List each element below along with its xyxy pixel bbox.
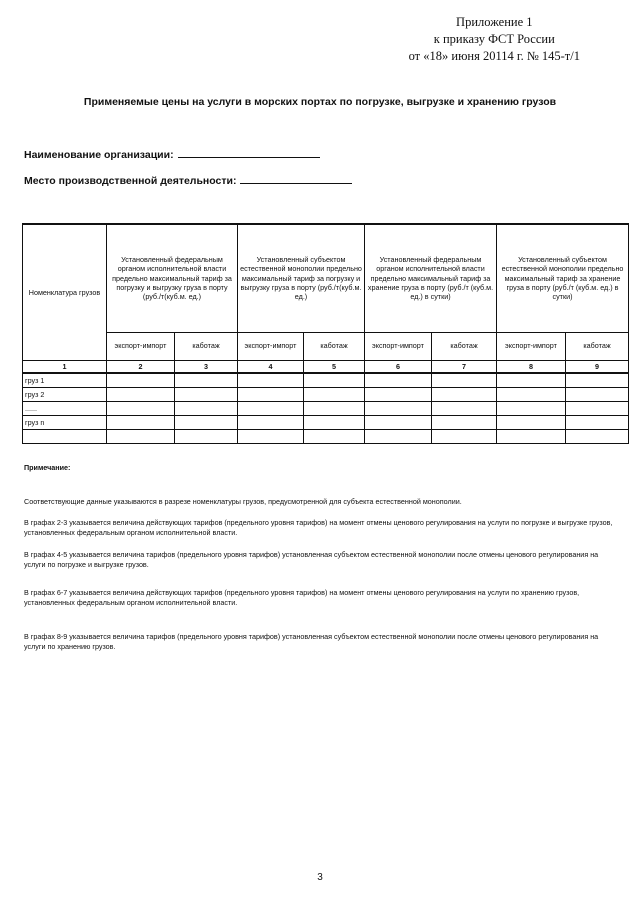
- table-cell: [175, 387, 238, 401]
- group-header-1: Установленный федеральным органом исполнительной власти предельно максимальный тариф за погрузку и выгрузку груза в порту (руб./т(куб.м. ед.): [107, 224, 238, 332]
- column-number: 1: [23, 360, 107, 373]
- note-paragraph-5: В графах 8-9 указывается величина тарифов (предельного уровня тарифов) установленная субъектом естественной монополии после отмены ценового регулирования на услуги по хранению грузов.: [24, 632, 599, 651]
- organization-label: Наименование организации:: [24, 149, 174, 161]
- place-blank-line: [240, 172, 352, 184]
- table-subheader-row: [23, 332, 629, 360]
- note-paragraph-3: В графах 4-5 указывается величина тарифов (предельного уровня тарифов) установленная субъектом естественной монополии после отмены ценового регулирования на услуги по погрузке и выгрузке грузов.: [24, 550, 599, 569]
- note-paragraph-2: В графах 2-3 указывается величина действующих тарифов (предельного уровня тарифов) на момент отмены ценового регулирования на услуги по погрузке и выгрузке грузов, установленных федеральным органом исполнительной власти.: [24, 518, 613, 537]
- nomenclature-header: Номенклатура грузов: [23, 224, 107, 360]
- table-cell: [238, 429, 304, 443]
- table-cell: [497, 387, 566, 401]
- column-number: 7: [432, 360, 497, 373]
- row-label: груз 1: [23, 373, 107, 388]
- table-cell: [175, 401, 238, 415]
- subheader-export: экспорт-импорт: [365, 332, 432, 360]
- column-number: 9: [566, 360, 629, 373]
- table-cell: [304, 387, 365, 401]
- group-header-3: Установленный федеральным органом исполнительной власти предельно максимальный тариф за хранение груза в порту (руб./т (куб.м. ед.) в сутки): [365, 224, 497, 332]
- subheader-export: экспорт-импорт: [238, 332, 304, 360]
- table-cell: [365, 401, 432, 415]
- table-cell: [107, 401, 175, 415]
- table-cell: [304, 429, 365, 443]
- subheader-export: экспорт-импорт: [107, 332, 175, 360]
- table-row: [23, 429, 629, 443]
- place-field: [24, 172, 352, 187]
- table-cell: [107, 429, 175, 443]
- table-cell: [365, 415, 432, 429]
- column-number: 4: [238, 360, 304, 373]
- group-header-4: Установленный субъектом естественной монополии предельно максимальный тариф за хранение груза в порту (руб./т (куб.м. ед.) в сутки): [497, 224, 629, 332]
- organization-field: [24, 146, 320, 161]
- note-paragraph-1: Соответствующие данные указываются в разрезе номенклатуры грузов, предусмотренной для субъекта естественной монополии.: [24, 497, 462, 506]
- appendix-line-1: Приложение 1: [456, 15, 533, 29]
- document-title: Применяемые цены на услуги в морских портах по погрузке, выгрузке и хранению грузов: [83, 96, 557, 108]
- table-row: [23, 415, 629, 429]
- subheader-cabotage: каботаж: [432, 332, 497, 360]
- table-cell: [238, 373, 304, 388]
- table-header-row: [23, 224, 629, 332]
- column-number: 3: [175, 360, 238, 373]
- note-paragraph-4: В графах 6-7 указывается величина действующих тарифов (предельного уровня тарифов) на момент отмены ценового регулирования на услуги по хранению грузов, установленных федеральным органом исполнительной власти.: [24, 588, 580, 607]
- table-cell: [566, 373, 629, 388]
- table-cell: [566, 429, 629, 443]
- table-cell: [304, 415, 365, 429]
- table-cell: [566, 401, 629, 415]
- table-cell: [238, 401, 304, 415]
- table-cell: [365, 373, 432, 388]
- subheader-export: экспорт-импорт: [497, 332, 566, 360]
- table-cell: [432, 415, 497, 429]
- table-cell: [432, 373, 497, 388]
- table-cell: [304, 401, 365, 415]
- notes-title: Примечание:: [24, 463, 71, 472]
- table-cell: [497, 415, 566, 429]
- table-cell: [432, 401, 497, 415]
- table-cell: [107, 373, 175, 388]
- column-number: 5: [304, 360, 365, 373]
- table-cell: [365, 387, 432, 401]
- table-row: [23, 387, 629, 401]
- table-cell: [175, 429, 238, 443]
- table-cell: [175, 373, 238, 388]
- column-numbers-row: [23, 360, 629, 373]
- table-cell: [107, 387, 175, 401]
- row-label: груз n: [23, 415, 107, 429]
- subheader-cabotage: каботаж: [304, 332, 365, 360]
- column-number: 2: [107, 360, 175, 373]
- table-cell: [107, 415, 175, 429]
- appendix-line-3: от «18» июня 20114 г. № 145-т/1: [408, 49, 580, 63]
- table-cell: [238, 387, 304, 401]
- table-cell: [365, 429, 432, 443]
- table-cell: [497, 429, 566, 443]
- table-cell: [238, 415, 304, 429]
- table-cell: [497, 373, 566, 388]
- table-cell: [432, 387, 497, 401]
- row-label: [23, 429, 107, 443]
- row-label: ......: [23, 401, 107, 415]
- group-header-2: Установленный субъектом естественной монополии предельно максимальный тариф за погрузку и выгрузку груза в порту (руб./т(куб.м. ед.): [238, 224, 365, 332]
- place-label: Место производственной деятельности:: [24, 175, 237, 187]
- appendix-header: [409, 14, 580, 65]
- table-row: [23, 373, 629, 388]
- column-number: 8: [497, 360, 566, 373]
- table-row: [23, 401, 629, 415]
- tariffs-table: [22, 223, 629, 444]
- table-cell: [432, 429, 497, 443]
- table-cell: [497, 401, 566, 415]
- subheader-cabotage: каботаж: [566, 332, 629, 360]
- appendix-line-2: к приказу ФСТ России: [433, 32, 555, 46]
- row-label: груз 2: [23, 387, 107, 401]
- column-number: 6: [365, 360, 432, 373]
- organization-blank-line: [178, 146, 320, 158]
- subheader-cabotage: каботаж: [175, 332, 238, 360]
- page-number: 3: [317, 872, 323, 883]
- table-cell: [566, 415, 629, 429]
- table-cell: [566, 387, 629, 401]
- table-cell: [175, 415, 238, 429]
- table-cell: [304, 373, 365, 388]
